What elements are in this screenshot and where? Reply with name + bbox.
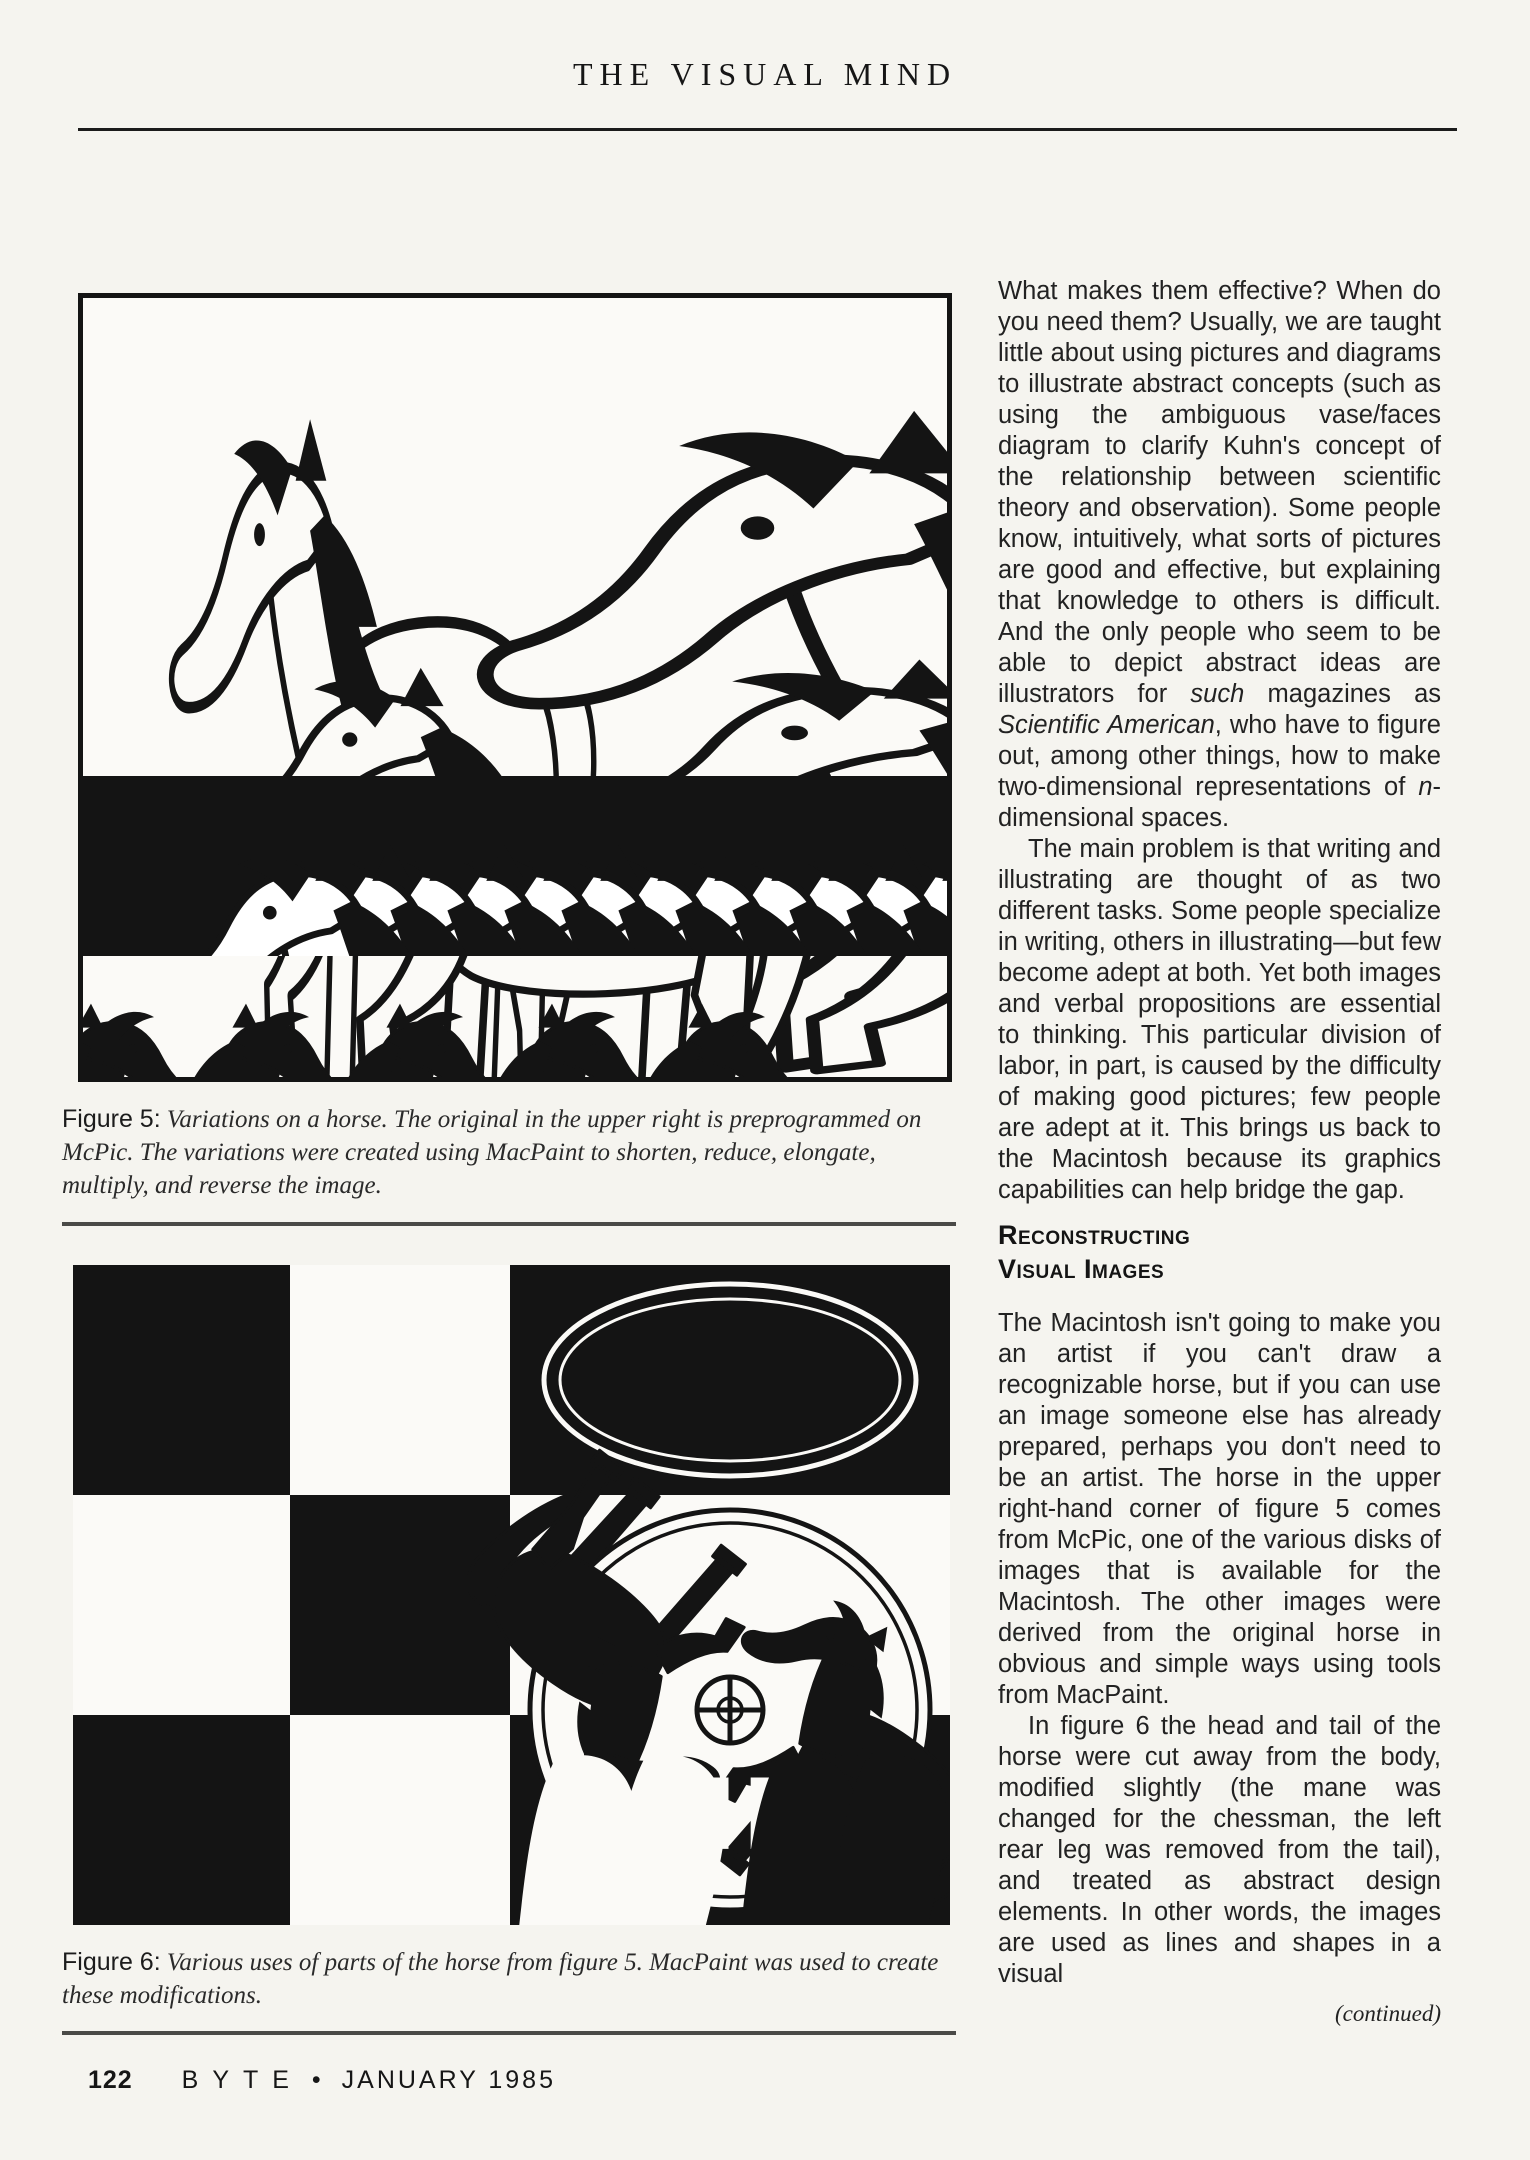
- figure6-label: Figure 6:: [62, 1948, 161, 1976]
- center-emblem: [697, 1677, 763, 1743]
- page-number: 122: [88, 2066, 133, 2094]
- page-title: THE VISUAL MIND: [572, 56, 958, 92]
- magazine-name: BYTE: [181, 2066, 303, 2094]
- figure6-caption-text: Various uses of parts of the horse from figure 5. MacPaint was used to create these modifications.: [62, 1949, 939, 2009]
- paragraph-2: The main problem is that writing and illustrating are thought of as two different tasks. Some people specialize in writing, others in illustrating—but few become adept at both. Yet both images and verbal propositions are essential to thinking. This particular division of labor, in part, is caused by the difficulty of making good pictures; few people are adept at it. This brings us back to the Macintosh because its graphics capabilities can help bridge the gap.: [998, 835, 1441, 1204]
- section-heading: [998, 1218, 1441, 1286]
- figure5-caption-text: Variations on a horse. The original in the upper right is preprogrammed on McPic. The variations were created using MacPaint to shorten, reduce, elongate, multiply, and reverse the image.: [62, 1106, 922, 1199]
- figure6-image: [73, 1265, 950, 1925]
- header-rule: [78, 128, 1457, 131]
- paragraph-1: What makes them effective? When do you need them? Usually, we are taught little about using pictures and diagrams to illustrate abstract concepts (such as using the ambiguous vase/faces diagram to clarify Kuhn's concept of the relationship between scientific theory and observation). Some people know, intuitively, what sorts of pictures are good and effective, but explaining that knowledge to others is difficult. And the only people who seem to be able to depict abstract ideas are illustrators for such magazines as Scientific American, who have to figure out, among other things, how to make two-dimensional representations of n-dimensional spaces.: [998, 277, 1442, 832]
- footer-bullet: •: [311, 2066, 321, 2094]
- paragraph-3: The Macintosh isn't going to make you an artist if you can't draw a recognizable horse, but if you can use an image someone else has already prepared, perhaps you don't need to be an artist. The horse in the upper right-hand corner of figure 5 comes from McPic, one of the various disks of images that is available for the Macintosh. The other images were derived from the original horse in obvious and simple ways using tools from MacPaint.: [998, 1309, 1441, 1710]
- issue-date: JANUARY 1985: [341, 2066, 556, 2094]
- continued-note: (continued): [1334, 2001, 1441, 2027]
- figure5-image: [78, 293, 952, 1082]
- figure5-label: Figure 5:: [62, 1105, 161, 1133]
- paragraph-4: In figure 6 the head and tail of the horse were cut away from the body, modified slightly (the mane was changed for the chessman, the left rear leg was removed from the tail), and treated as abstract design elements. In other words, the images are used as lines and shapes in a visual: [998, 1712, 1441, 1989]
- figure5-rule: [62, 1222, 956, 1226]
- figure6-rule: [62, 2031, 956, 2035]
- section-heading-line1: Reconstructing: [998, 1220, 1191, 1250]
- section-heading-line2: Visual Images: [998, 1254, 1165, 1284]
- page-footer: [88, 2066, 556, 2095]
- figure5-caption: [62, 1103, 956, 1202]
- figure6-caption: [62, 1946, 956, 2012]
- article-column: [998, 276, 1441, 2029]
